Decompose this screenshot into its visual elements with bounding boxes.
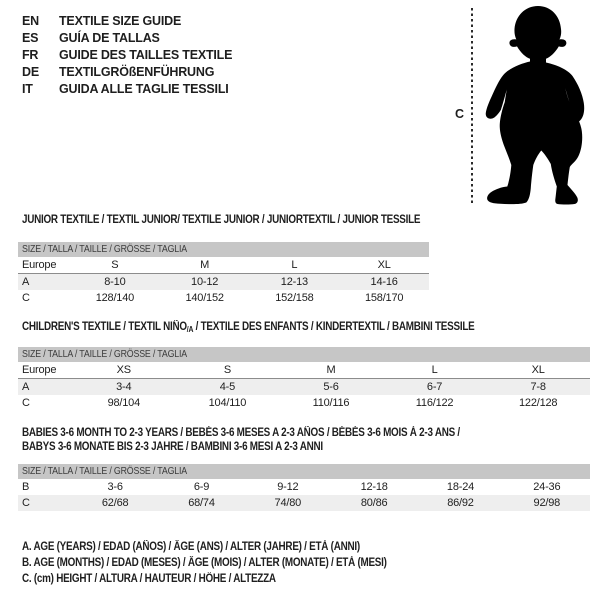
- children-table-title-subscript: /A: [186, 325, 194, 334]
- language-line-en: [22, 13, 232, 30]
- table-cell: 12-13: [280, 276, 308, 288]
- table-cell: 10-12: [191, 276, 219, 288]
- babies-table-title-line2: BABYS 3-6 MONATE BIS 2-3 JAHRE / BAMBINI 3-6 MESI A 2-3 ANNI: [22, 441, 323, 453]
- language-line-it: [22, 81, 232, 98]
- height-measure-dotted-line: [471, 8, 473, 206]
- size-header-bar: [18, 242, 429, 257]
- table-cell: 9-12: [277, 481, 299, 493]
- table-row-c: [18, 290, 429, 306]
- children-size-table: [18, 347, 590, 411]
- table-cell: 62/68: [101, 497, 129, 509]
- table-cell: 3-4: [116, 381, 132, 393]
- language-code: IT: [22, 82, 33, 96]
- table-cell: 80/86: [360, 497, 388, 509]
- language-code: ES: [22, 31, 39, 45]
- table-cell: 68/74: [188, 497, 215, 509]
- column-header: S: [111, 259, 119, 271]
- row-label: A: [22, 381, 30, 393]
- column-header: L: [431, 364, 438, 376]
- table-cell: 92/98: [533, 497, 561, 509]
- table-cell: 6-9: [193, 481, 210, 493]
- table-row-c: [18, 395, 590, 411]
- children-table-title-text: / TEXTILE DES ENFANTS / KINDERTEXTIL / BAMBINI TESSILE: [193, 321, 475, 333]
- table-cell: 6-7: [426, 381, 443, 393]
- size-header-label: SIZE / TALLA / TAILLE / GRÖSSE / TAGLIA: [22, 348, 188, 360]
- babies-size-table: [18, 464, 590, 511]
- size-header-label: SIZE / TALLA / TAILLE / GRÖSSE / TAGLIA: [22, 243, 188, 255]
- column-header: Europe: [22, 259, 57, 271]
- table-row-c: [18, 495, 590, 511]
- language-title: TEXTILE SIZE GUIDE: [59, 14, 182, 28]
- table-cell: 18-24: [446, 481, 475, 493]
- table-column-row: [18, 257, 429, 274]
- column-header: XS: [116, 364, 131, 376]
- height-measure-label: C: [455, 107, 465, 121]
- language-line-fr: [22, 47, 232, 64]
- language-title: GUIDE DES TAILLES TEXTILE: [59, 48, 233, 62]
- language-title-list: [22, 13, 232, 98]
- column-header: Europe: [22, 364, 57, 376]
- children-table-title-text: CHILDREN'S TEXTILE / TEXTIL NIÑO: [22, 321, 187, 333]
- table-cell: 14-16: [370, 276, 398, 288]
- row-label: C: [22, 292, 30, 304]
- language-code: DE: [22, 65, 39, 79]
- row-label: C: [22, 497, 30, 509]
- table-cell: 24-36: [533, 481, 561, 493]
- legend-line-b: B. AGE (MONTHS) / EDAD (MESES) / ÂGE (MOIS) / ALTER (MONATE) / ETÀ (MESI): [22, 557, 387, 569]
- babies-table-title-line1: BABIES 3-6 MONTH TO 2-3 YEARS / BEBÉS 3-6 MESES A 2-3 AÑOS / BÉBÉS 3-6 MOIS À 2-3 ANS /: [22, 427, 460, 439]
- row-label: A: [22, 276, 30, 288]
- size-header-label: SIZE / TALLA / TAILLE / GRÖSSE / TAGLIA: [22, 465, 188, 477]
- size-header-bar: [18, 347, 590, 362]
- baby-silhouette-icon: [480, 4, 600, 206]
- table-cell: 98/104: [107, 397, 141, 409]
- table-cell: 122/128: [518, 397, 558, 409]
- table-row-a: [18, 379, 590, 395]
- language-line-es: [22, 30, 232, 47]
- language-code: EN: [22, 14, 39, 28]
- legend-line-c: C. (cm) HEIGHT / ALTURA / HAUTEUR / HÖHE / ALTEZZA: [22, 573, 276, 585]
- column-header: S: [223, 364, 231, 376]
- table-cell: 128/140: [95, 292, 135, 304]
- table-cell: 104/110: [208, 397, 247, 409]
- table-cell: 86/92: [447, 497, 474, 509]
- column-header: XL: [377, 259, 391, 271]
- language-title: GUIDA ALLE TAGLIE TESSILI: [59, 82, 229, 96]
- language-line-de: [22, 64, 232, 81]
- measure-legend: [22, 539, 446, 587]
- language-title: TEXTILGRÖßENFÜHRUNG: [59, 65, 215, 79]
- table-column-row: [18, 362, 590, 379]
- row-label: B: [22, 481, 30, 493]
- column-header: M: [200, 259, 210, 271]
- table-cell: 4-5: [219, 381, 236, 393]
- table-cell: 5-6: [323, 381, 339, 393]
- language-title: GUÍA DE TALLAS: [59, 31, 160, 45]
- table-cell: 110/116: [312, 397, 350, 409]
- table-row-a: [18, 274, 429, 290]
- children-table-title: [22, 321, 474, 334]
- table-cell: 8-10: [104, 276, 126, 288]
- table-cell: 7-8: [530, 381, 546, 393]
- column-header: XL: [531, 364, 545, 376]
- language-code: FR: [22, 48, 39, 62]
- column-header: M: [326, 364, 336, 376]
- column-header: L: [291, 259, 298, 271]
- table-cell: 12-18: [360, 481, 388, 493]
- legend-line-a: A. AGE (YEARS) / EDAD (AÑOS) / ÂGE (ANS) / ALTER (JAHRE) / ETÀ (ANNI): [22, 541, 360, 553]
- table-cell: 116/122: [415, 397, 454, 409]
- table-cell: 74/80: [274, 497, 302, 509]
- table-cell: 3-6: [107, 481, 123, 493]
- row-label: C: [22, 397, 30, 409]
- table-cell: 158/170: [364, 292, 404, 304]
- table-cell: 152/158: [275, 292, 314, 304]
- junior-size-table: [18, 242, 429, 306]
- table-row-b: [18, 479, 590, 495]
- table-cell: 140/152: [185, 292, 224, 304]
- size-header-bar: [18, 464, 590, 479]
- junior-table-title: JUNIOR TEXTILE / TEXTIL JUNIOR/ TEXTILE JUNIOR / JUNIORTEXTIL / JUNIOR TESSILE: [22, 214, 421, 226]
